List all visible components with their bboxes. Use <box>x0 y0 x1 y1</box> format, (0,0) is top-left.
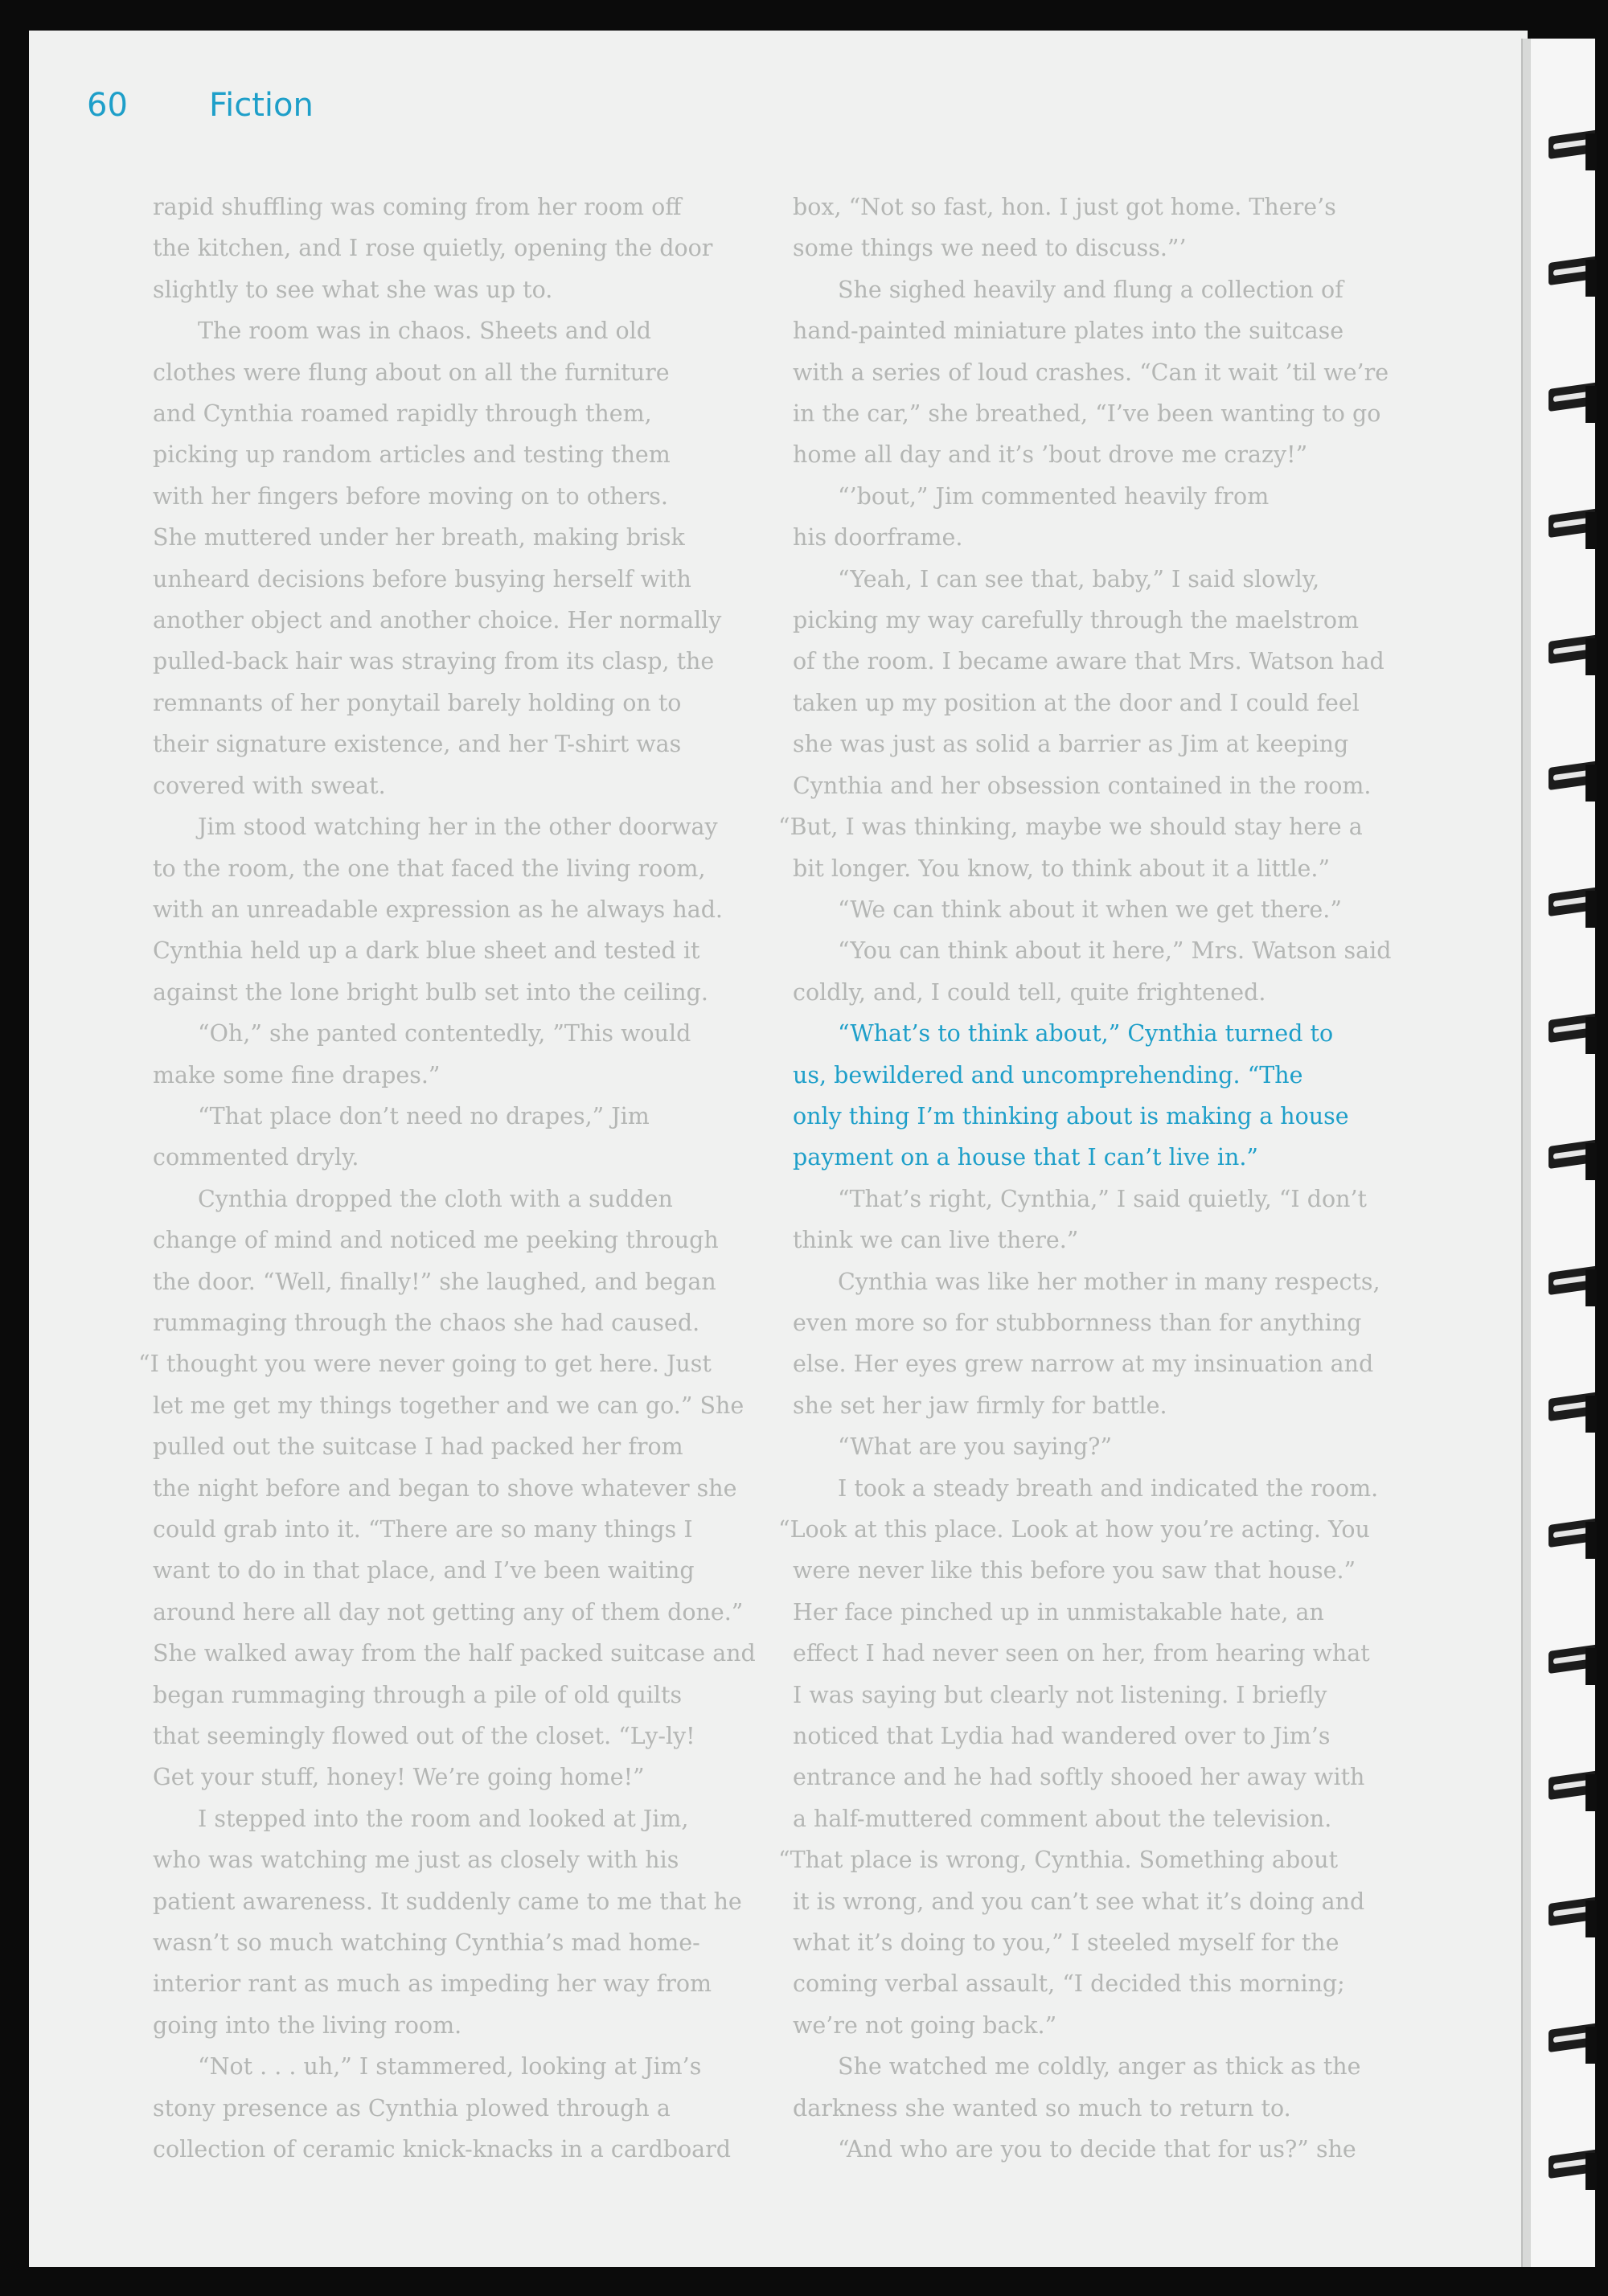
text-line: pulled out the suitcase I had packed her from <box>153 1433 683 1461</box>
text-line: with an unreadable expression as he always had. <box>153 896 723 923</box>
text-line: “But, I was thinking, maybe we should stay here a <box>778 814 1363 841</box>
text-line: let me get my things together and we can go.” She <box>153 1392 745 1419</box>
binding-coil <box>1549 1391 1597 1433</box>
binding-coil <box>1549 760 1597 802</box>
binding-coil <box>1549 886 1597 928</box>
text-line: “Not . . . uh,” I stammered, looking at Jim’s <box>198 2053 702 2081</box>
text-line: with a series of loud crashes. “Can it wait ’til we’re <box>793 359 1389 386</box>
highlighted-line: us, bewildered and uncomprehending. “The <box>793 1061 1303 1089</box>
text-line: Cynthia held up a dark blue sheet and tested it <box>153 937 700 965</box>
text-line: remnants of her ponytail barely holding on to <box>153 689 682 716</box>
section-title: Fiction <box>209 87 314 124</box>
text-line: pulled-back hair was straying from its clasp, the <box>153 648 715 675</box>
text-line: she was just as solid a barrier as Jim at keeping <box>793 731 1349 758</box>
text-line: “’bout,” Jim commented heavily from <box>838 482 1270 510</box>
text-line: “What are you saying?” <box>838 1433 1113 1461</box>
text-line: “You can think about it here,” Mrs. Watson said <box>838 937 1392 965</box>
text-line: I stepped into the room and looked at Jim, <box>198 1805 689 1832</box>
text-line: noticed that Lydia had wandered over to Jim’s <box>793 1723 1331 1750</box>
text-line: it is wrong, and you can’t see what it’s doing and <box>793 1888 1365 1915</box>
text-line: make some fine drapes.” <box>153 1061 441 1089</box>
text-line: clothes were flung about on all the furniture <box>153 359 670 386</box>
highlighted-line: payment on a house that I can’t live in.” <box>793 1144 1259 1171</box>
text-line: “We can think about it when we get there.” <box>838 896 1342 923</box>
binding-coil <box>1549 1769 1597 1811</box>
text-line: want to do in that place, and I’ve been waiting <box>153 1557 695 1585</box>
text-line: even more so for stubbornness than for anything <box>793 1309 1362 1336</box>
text-line: in the car,” she breathed, “I’ve been wanting to go <box>793 400 1381 428</box>
text-line: stony presence as Cynthia plowed through a <box>153 2094 671 2122</box>
text-line: around here all day not getting any of them done.” <box>153 1598 744 1626</box>
right-column <box>778 187 1404 2171</box>
binding-coil <box>1549 1265 1597 1306</box>
text-line: She walked away from the half packed suitcase and <box>153 1640 756 1667</box>
text-line: coldly, and, I could tell, quite frightened. <box>793 978 1266 1006</box>
text-line: who was watching me just as closely with his <box>153 1847 679 1874</box>
binding-coil <box>1549 1643 1597 1685</box>
text-line: hand-painted miniature plates into the suitcase <box>793 318 1344 345</box>
binding-coil <box>1549 381 1597 423</box>
text-line: darkness she wanted so much to return to. <box>793 2094 1291 2122</box>
binding-coil <box>1549 2022 1597 2064</box>
text-line: coming verbal assault, “I decided this morning; <box>793 1970 1345 1998</box>
text-line: box, “Not so fast, hon. I just got home. There’s <box>793 194 1336 220</box>
text-line: began rummaging through a pile of old quilts <box>153 1681 683 1708</box>
text-line: She sighed heavily and flung a collection of <box>838 276 1343 303</box>
text-line: picking up random articles and testing them <box>153 441 671 469</box>
text-line: else. Her eyes grew narrow at my insinuation and <box>793 1351 1374 1378</box>
text-line: their signature existence, and her T-shirt was <box>153 731 682 758</box>
text-line: slightly to see what she was up to. <box>153 276 553 303</box>
text-line: with her fingers before moving on to others. <box>153 482 668 510</box>
text-line: The room was in chaos. Sheets and old <box>198 318 652 345</box>
text-line: entrance and he had softly shooed her away with <box>793 1764 1365 1791</box>
text-line: collection of ceramic knick-knacks in a cardboard <box>153 2136 731 2163</box>
binding-coil <box>1549 633 1597 675</box>
text-line: effect I had never seen on her, from hearing what <box>793 1640 1370 1667</box>
text-line: of the room. I became aware that Mrs. Watson had <box>793 648 1384 675</box>
text-line: “I thought you were never going to get here. Just <box>138 1351 712 1378</box>
text-line: the door. “Well, finally!” she laughed, and began <box>153 1268 716 1295</box>
text-line: Cynthia dropped the cloth with a sudden <box>198 1185 673 1212</box>
binding-coil <box>1549 129 1597 170</box>
text-line: bit longer. You know, to think about it a little.” <box>793 855 1331 882</box>
text-line: change of mind and noticed me peeking through <box>153 1227 719 1254</box>
text-line: his doorframe. <box>793 524 963 551</box>
binding-coil <box>1549 1517 1597 1559</box>
text-line: I took a steady breath and indicated the room. <box>838 1474 1379 1502</box>
text-line: “That place don’t need no drapes,” Jim <box>198 1102 650 1130</box>
text-line: covered with sweat. <box>153 772 386 799</box>
text-line: “That’s right, Cynthia,” I said quietly, “I don’t <box>838 1185 1367 1212</box>
text-line: “That place is wrong, Cynthia. Something about <box>778 1847 1339 1874</box>
text-line: rapid shuffling was coming from her room off <box>153 194 682 220</box>
text-line: taken up my position at the door and I could feel <box>793 689 1360 716</box>
text-line: Her face pinched up in unmistakable hate, an <box>793 1598 1324 1626</box>
text-line: some things we need to discuss.”’ <box>793 235 1187 262</box>
binding-coil <box>1549 255 1597 297</box>
text-line: Get your stuff, honey! We’re going home!” <box>153 1764 645 1791</box>
text-line: picking my way carefully through the maelstrom <box>793 607 1360 634</box>
text-line: She muttered under her breath, making brisk <box>153 524 685 551</box>
text-line: were never like this before you saw that house.” <box>793 1557 1356 1585</box>
text-line: commented dryly. <box>153 1144 359 1171</box>
text-line: “And who are you to decide that for us?” she <box>838 2136 1356 2163</box>
text-line: “Oh,” she panted contentedly, ”This would <box>198 1020 691 1048</box>
text-line: patient awareness. It suddenly came to me that he <box>153 1888 742 1915</box>
text-line: “Look at this place. Look at how you’re acting. You <box>778 1516 1370 1543</box>
text-line: rummaging through the chaos she had caused. <box>153 1309 700 1336</box>
text-line: “Yeah, I can see that, baby,” I said slowly, <box>838 565 1320 592</box>
text-line: wasn’t so much watching Cynthia’s mad home- <box>153 1929 700 1957</box>
text-line: and Cynthia roamed rapidly through them, <box>153 400 652 428</box>
text-line: against the lone bright bulb set into the ceiling. <box>153 978 708 1006</box>
text-line: Cynthia and her obsession contained in the room. <box>793 772 1372 799</box>
binding-coil <box>1549 1896 1597 1937</box>
text-line: going into the living room. <box>153 2011 462 2039</box>
text-line: what it’s doing to you,” I steeled myself for the <box>793 1929 1339 1957</box>
page-number: 60 <box>87 87 128 124</box>
binding-coil <box>1549 507 1597 549</box>
binding-coil <box>1549 1138 1597 1180</box>
text-line: think we can live there.” <box>793 1227 1079 1254</box>
text-line: we’re not going back.” <box>793 2011 1057 2039</box>
text-line: interior rant as much as impeding her way from <box>153 1970 712 1998</box>
text-line: She watched me coldly, anger as thick as the <box>838 2053 1361 2081</box>
text-line: I was saying but clearly not listening. I briefly <box>793 1681 1327 1708</box>
text-line: the kitchen, and I rose quietly, opening the door <box>153 235 713 262</box>
text-line: Jim stood watching her in the other doorway <box>198 814 718 841</box>
text-line: that seemingly flowed out of the closet. “Ly-ly! <box>153 1723 695 1750</box>
text-line: Cynthia was like her mother in many respects, <box>838 1268 1380 1295</box>
text-line: the night before and began to shove whatever she <box>153 1474 737 1502</box>
binding-coil <box>1549 2148 1597 2190</box>
text-line: she set her jaw firmly for battle. <box>793 1392 1167 1419</box>
left-column <box>138 187 764 2171</box>
text-line: unheard decisions before busying herself with <box>153 565 691 592</box>
binding-coil <box>1549 1012 1597 1054</box>
text-line: another object and another choice. Her normally <box>153 607 722 634</box>
text-line: could grab into it. “There are so many things I <box>153 1516 693 1543</box>
highlighted-line: “What’s to think about,” Cynthia turned to <box>838 1020 1334 1048</box>
text-line: home all day and it’s ’bout drove me crazy!” <box>793 441 1308 469</box>
text-line: a half-muttered comment about the television. <box>793 1805 1332 1832</box>
highlighted-line: only thing I’m thinking about is making a house <box>793 1102 1349 1130</box>
text-line: to the room, the one that faced the living room, <box>153 855 706 882</box>
